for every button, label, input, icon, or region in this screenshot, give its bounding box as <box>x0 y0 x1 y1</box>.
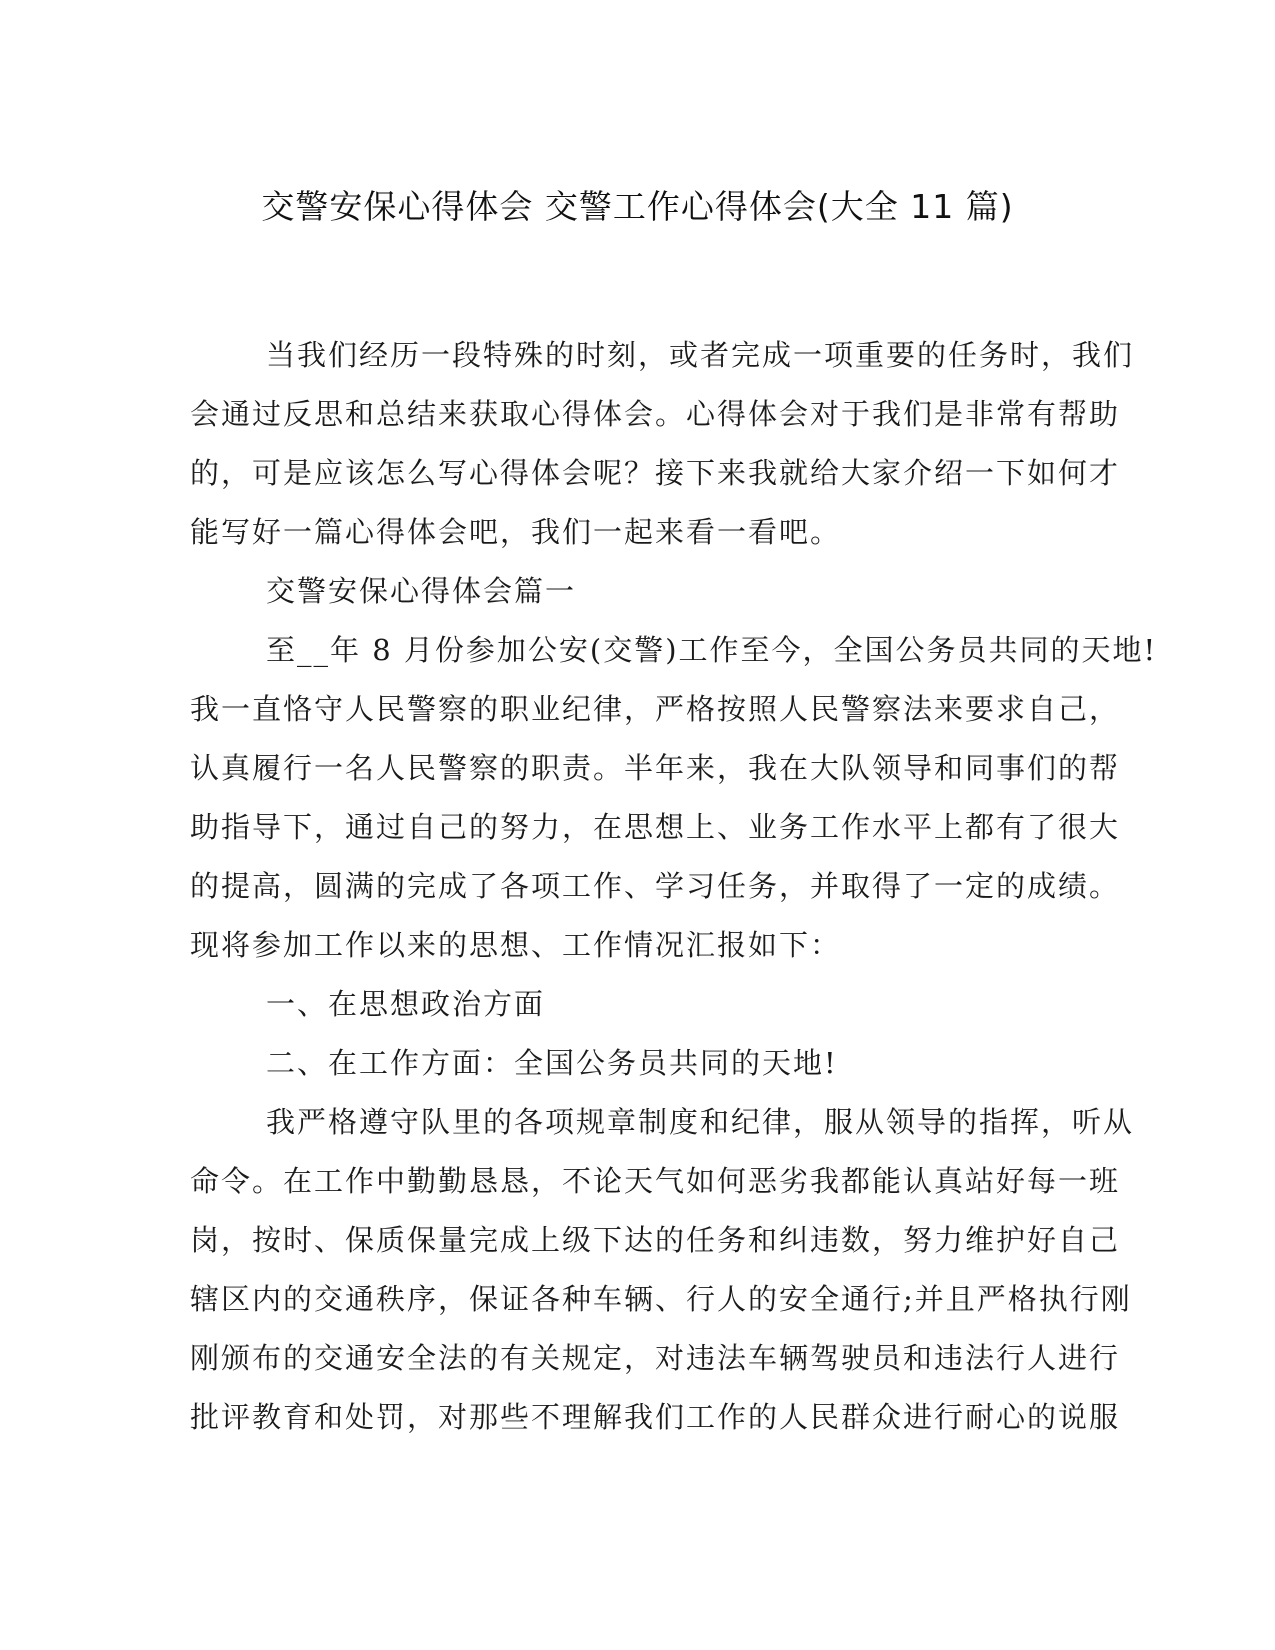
section-heading: 交警安保心得体会篇一 <box>266 574 577 608</box>
paragraph-line: 的提高，圆满的完成了各项工作、学习任务，并取得了一定的成绩。 <box>190 869 1121 903</box>
document-body <box>190 326 1158 1447</box>
paragraph-line: 岗，按时、保质保量完成上级下达的任务和纠违数，努力维护好自己 <box>190 1223 1121 1257</box>
subheading: 一、在思想政治方面 <box>266 987 546 1021</box>
document-title: 交警安保心得体会 交警工作心得体会(大全 11 篇) <box>261 187 1014 226</box>
paragraph-line: 助指导下，通过自己的努力，在思想上、业务工作水平上都有了很大 <box>190 810 1121 844</box>
paragraph-line: 我一直恪守人民警察的职业纪律，严格按照人民警察法来要求自己， <box>190 692 1121 726</box>
paragraph-line: 认真履行一名人民警察的职责。半年来，我在大队领导和同事们的帮 <box>190 751 1121 785</box>
paragraph-line: 当我们经历一段特殊的时刻，或者完成一项重要的任务时，我们 <box>266 338 1135 372</box>
paragraph-line: 刚颁布的交通安全法的有关规定，对违法车辆驾驶员和违法行人进行 <box>190 1341 1121 1375</box>
paragraph-line: 现将参加工作以来的思想、工作情况汇报如下： <box>190 928 842 962</box>
paragraph-line: 我严格遵守队里的各项规章制度和纪律，服从领导的指挥，听从 <box>266 1105 1135 1139</box>
paragraph-line: 命令。在工作中勤勤恳恳，不论天气如何恶劣我都能认真站好每一班 <box>190 1164 1121 1198</box>
paragraph-line: 能写好一篇心得体会吧，我们一起来看一看吧。 <box>190 515 842 549</box>
paragraph-line: 会通过反思和总结来获取心得体会。心得体会对于我们是非常有帮助 <box>190 397 1121 431</box>
paragraph-line: 的，可是应该怎么写心得体会呢？接下来我就给大家介绍一下如何才 <box>190 456 1121 490</box>
paragraph-line: 批评教育和处罚，对那些不理解我们工作的人民群众进行耐心的说服 <box>190 1400 1121 1434</box>
paragraph-line: 辖区内的交通秩序，保证各种车辆、行人的安全通行;并且严格执行刚 <box>190 1282 1132 1316</box>
paragraph-line: 至__年 8 月份参加公安(交警)工作至今，全国公务员共同的天地! <box>266 633 1158 667</box>
subheading: 二、在工作方面：全国公务员共同的天地! <box>266 1046 838 1080</box>
